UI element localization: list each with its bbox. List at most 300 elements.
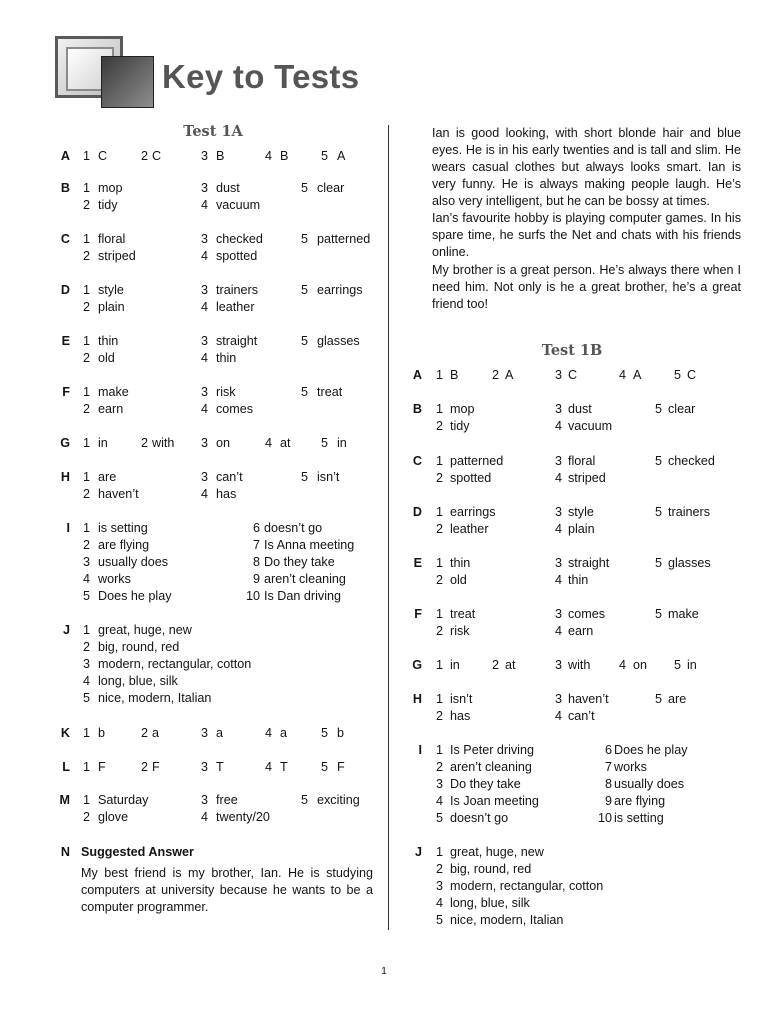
column-divider — [388, 125, 389, 930]
item-answer: comes — [568, 607, 606, 621]
item-number: 4 — [618, 658, 626, 672]
section-1a-i — [58, 520, 378, 605]
item-number: 2 — [82, 198, 90, 212]
section-1b-j — [410, 844, 750, 929]
item-number: 2 — [491, 658, 499, 672]
item-number: 3 — [200, 470, 208, 484]
item-answer: dust — [216, 181, 240, 195]
item-answer: mop — [450, 402, 475, 416]
item-answer: a — [216, 726, 224, 740]
item-answer: straight — [568, 556, 610, 570]
item-number: 1 — [435, 556, 443, 570]
item-answer: tidy — [450, 419, 470, 433]
section-1a-b — [58, 180, 378, 214]
item-answer: earrings — [450, 505, 496, 519]
item-answer: make — [668, 607, 699, 621]
item-answer: C — [98, 149, 108, 163]
item-answer: doesn’t go — [450, 811, 509, 825]
item-answer: usually does — [614, 777, 685, 791]
answer-paragraph-3: Ian’s favourite hobby is playing computer games. In his spare time, he surfs the Net and chats with his friends online. — [432, 211, 741, 259]
item-number: 2 — [140, 436, 148, 450]
section-letter: E — [413, 556, 422, 570]
item-number: 3 — [200, 149, 208, 163]
section-1a-f — [58, 384, 378, 418]
item-answer: Is Joan meeting — [450, 794, 539, 808]
item-number: 3 — [200, 726, 208, 740]
item-answer: striped — [98, 249, 136, 263]
item-answer: leather — [216, 300, 255, 314]
item-answer: comes — [216, 402, 254, 416]
item-number: 6 — [604, 743, 612, 757]
item-answer: exciting — [317, 793, 360, 807]
item-number: 5 — [300, 793, 308, 807]
item-number: 1 — [82, 521, 90, 535]
section-letter: H — [60, 470, 70, 484]
answer-paragraph-2: Ian is good looking, with short blonde hair and blue eyes. He is in his early twenties and is tall and slim. He wears casual clothes but always looks smart. Ian is very funny. He is always making people laugh. He’s also very intelligent, but he can be bossy at times. — [432, 126, 741, 208]
item-number: 3 — [554, 692, 562, 706]
item-answer: big, round, red — [450, 862, 532, 876]
item-answer: are — [668, 692, 687, 706]
item-answer: twenty/20 — [216, 810, 270, 824]
item-number: 4 — [200, 810, 208, 824]
section-letter: A — [412, 368, 422, 382]
section-1b-d — [410, 504, 750, 538]
item-answer: treat — [317, 385, 343, 399]
item-answer: doesn’t go — [264, 521, 323, 535]
item-number: 2 — [140, 760, 148, 774]
item-answer: aren’t cleaning — [450, 760, 532, 774]
section-letter: M — [59, 793, 70, 807]
item-number: 9 — [252, 572, 260, 586]
item-number: 1 — [82, 283, 90, 297]
item-answer: thin — [450, 556, 471, 570]
item-answer: can’t — [568, 709, 595, 723]
item-answer: at — [280, 436, 291, 450]
item-answer: old — [98, 351, 115, 365]
item-number: 1 — [435, 658, 443, 672]
section-1a-d — [58, 282, 378, 316]
item-number: 4 — [200, 487, 208, 501]
item-number: 2 — [82, 538, 90, 552]
section-letter: F — [414, 607, 422, 621]
item-number: 1 — [82, 149, 90, 163]
item-answer: F — [152, 760, 160, 774]
item-answer: long, blue, silk — [450, 896, 530, 910]
item-answer: works — [614, 760, 647, 774]
section-letter: G — [60, 436, 70, 450]
item-answer: floral — [568, 454, 596, 468]
section-1a-g — [58, 435, 378, 452]
item-number: 4 — [200, 198, 208, 212]
item-number: 9 — [604, 794, 612, 808]
item-answer: Does he play — [98, 589, 172, 603]
item-answer: in — [687, 658, 697, 672]
item-number: 2 — [140, 726, 148, 740]
item-number: 4 — [264, 760, 272, 774]
section-letter: D — [60, 283, 70, 297]
item-answer: dust — [568, 402, 592, 416]
item-number: 3 — [200, 436, 208, 450]
section-letter: C — [412, 454, 422, 468]
item-number: 8 — [252, 555, 260, 569]
item-answer: spotted — [216, 249, 258, 263]
item-answer: B — [216, 149, 225, 163]
item-number: 7 — [252, 538, 260, 552]
item-number: 2 — [435, 471, 443, 485]
section-letter: D — [412, 505, 422, 519]
item-number: 3 — [554, 454, 562, 468]
item-number: 4 — [200, 249, 208, 263]
item-number: 5 — [300, 470, 308, 484]
item-answer: checked — [668, 454, 715, 468]
item-number: 2 — [82, 487, 90, 501]
item-answer: Saturday — [98, 793, 149, 807]
section-letter: A — [60, 149, 70, 163]
section-letter: J — [414, 845, 422, 859]
item-number: 1 — [82, 232, 90, 246]
item-answer: aren’t cleaning — [264, 572, 346, 586]
item-number: 4 — [554, 709, 562, 723]
item-number: 3 — [554, 658, 562, 672]
item-number: 1 — [435, 845, 443, 859]
item-answer: A — [337, 149, 346, 163]
item-answer: nice, modern, Italian — [98, 691, 212, 705]
item-number: 2 — [140, 149, 148, 163]
section-letter: G — [412, 658, 422, 672]
item-number: 1 — [435, 505, 443, 519]
item-answer: isn’t — [450, 692, 473, 706]
section-1b-e — [410, 555, 750, 589]
section-letter: K — [60, 726, 70, 740]
item-answer: A — [505, 368, 514, 382]
item-number: 4 — [435, 794, 443, 808]
test-1b-heading: Test 1B — [541, 342, 603, 359]
item-number: 3 — [200, 232, 208, 246]
item-number: 5 — [654, 454, 662, 468]
item-number: 2 — [82, 249, 90, 263]
section-1b-a — [410, 367, 750, 384]
item-number: 3 — [435, 879, 443, 893]
item-answer: on — [633, 658, 648, 672]
item-answer: usually does — [98, 555, 169, 569]
section-letter: B — [60, 181, 70, 195]
item-number: 2 — [82, 351, 90, 365]
section-letter: H — [412, 692, 422, 706]
item-answer: are — [98, 470, 117, 484]
item-answer: b — [337, 726, 345, 740]
item-answer: striped — [568, 471, 606, 485]
item-number: 4 — [554, 419, 562, 433]
item-answer: vacuum — [568, 419, 613, 433]
item-number: 2 — [82, 300, 90, 314]
item-answer: are flying — [98, 538, 150, 552]
item-answer: plain — [98, 300, 125, 314]
item-answer: style — [568, 505, 594, 519]
item-number: 2 — [435, 624, 443, 638]
item-answer: Is Peter driving — [450, 743, 534, 757]
item-number: 1 — [435, 454, 443, 468]
section-letter: N — [60, 845, 70, 859]
item-answer: make — [98, 385, 129, 399]
item-answer: B — [450, 368, 459, 382]
item-number: 1 — [82, 181, 90, 195]
item-number: 5 — [654, 607, 662, 621]
item-answer: Do they take — [264, 555, 335, 569]
page-number: 1 — [381, 966, 387, 977]
section-letter: F — [62, 385, 70, 399]
answer-paragraph-4: My brother is a great person. He’s always there when I need him. Not only is he a great brother, he’s a great friend too! — [432, 263, 741, 311]
item-answer: are flying — [614, 794, 666, 808]
answer-paragraph-1: My best friend is my brother, Ian. He is studying computers at university because he wants to be a computer programmer. — [81, 866, 373, 914]
item-answer: free — [216, 793, 238, 807]
item-number: 1 — [435, 368, 443, 382]
section-1b-c — [410, 453, 750, 487]
item-number: 10 — [597, 811, 612, 825]
item-answer: C — [568, 368, 578, 382]
item-answer: big, round, red — [98, 640, 180, 654]
item-answer: treat — [450, 607, 476, 621]
item-answer: a — [152, 726, 160, 740]
item-number: 4 — [82, 572, 90, 586]
item-number: 1 — [82, 726, 90, 740]
item-answer: spotted — [450, 471, 492, 485]
item-number: 6 — [252, 521, 260, 535]
item-number: 2 — [82, 810, 90, 824]
section-1b-f — [410, 606, 750, 640]
section-1b-i — [410, 742, 750, 827]
item-number: 7 — [604, 760, 612, 774]
section-letter: J — [62, 623, 70, 637]
item-number: 1 — [82, 623, 90, 637]
item-answer: T — [216, 760, 224, 774]
item-number: 5 — [300, 232, 308, 246]
item-number: 3 — [554, 402, 562, 416]
item-number: 3 — [554, 505, 562, 519]
item-answer: leather — [450, 522, 489, 536]
item-number: 10 — [245, 589, 260, 603]
item-number: 2 — [435, 760, 443, 774]
item-number: 5 — [435, 811, 443, 825]
item-answer: old — [450, 573, 467, 587]
item-answer: straight — [216, 334, 258, 348]
item-answer: clear — [668, 402, 696, 416]
item-number: 3 — [554, 607, 562, 621]
item-answer: in — [337, 436, 347, 450]
item-number: 2 — [435, 419, 443, 433]
item-answer: on — [216, 436, 231, 450]
item-number: 2 — [491, 368, 499, 382]
item-answer: trainers — [668, 505, 710, 519]
section-1a-e — [58, 333, 378, 367]
item-answer: with — [568, 658, 591, 672]
section-letter: C — [60, 232, 70, 246]
item-answer: tidy — [98, 198, 118, 212]
item-number: 3 — [200, 793, 208, 807]
item-answer: Is Dan driving — [264, 589, 341, 603]
item-answer: checked — [216, 232, 263, 246]
item-number: 5 — [300, 385, 308, 399]
item-answer: modern, rectangular, cotton — [450, 879, 604, 893]
item-answer: great, huge, new — [450, 845, 544, 859]
item-number: 4 — [264, 436, 272, 450]
section-letter: I — [66, 521, 70, 535]
item-answer: has — [216, 487, 237, 501]
section-1a-l — [58, 759, 378, 776]
item-number: 5 — [654, 556, 662, 570]
item-number: 4 — [554, 471, 562, 485]
item-answer: mop — [98, 181, 123, 195]
item-number: 3 — [82, 657, 90, 671]
item-number: 5 — [320, 726, 328, 740]
item-answer: patterned — [450, 454, 504, 468]
item-answer: F — [337, 760, 345, 774]
suggested-answer-heading: Suggested Answer — [81, 845, 194, 859]
item-number: 4 — [200, 402, 208, 416]
item-answer: earn — [568, 624, 594, 638]
section-1a-c — [58, 231, 378, 265]
item-answer: style — [98, 283, 124, 297]
item-number: 4 — [200, 300, 208, 314]
item-number: 3 — [200, 760, 208, 774]
item-number: 1 — [82, 436, 90, 450]
item-answer: Do they take — [450, 777, 521, 791]
item-number: 2 — [82, 402, 90, 416]
item-answer: thin — [568, 573, 589, 587]
item-answer: B — [280, 149, 289, 163]
item-number: 1 — [435, 607, 443, 621]
item-answer: C — [152, 149, 162, 163]
item-answer: patterned — [317, 232, 371, 246]
item-answer: clear — [317, 181, 345, 195]
item-answer: modern, rectangular, cotton — [98, 657, 252, 671]
item-number: 5 — [82, 589, 90, 603]
item-answer: risk — [450, 624, 470, 638]
item-number: 5 — [673, 658, 681, 672]
item-number: 2 — [82, 640, 90, 654]
item-answer: glove — [98, 810, 129, 824]
item-answer: at — [505, 658, 516, 672]
item-answer: floral — [98, 232, 126, 246]
section-1b-b — [410, 401, 750, 435]
item-number: 3 — [554, 556, 562, 570]
item-answer: glasses — [668, 556, 711, 570]
item-answer: in — [450, 658, 460, 672]
item-number: 4 — [264, 726, 272, 740]
item-number: 4 — [200, 351, 208, 365]
test-1a-heading: Test 1A — [183, 123, 243, 140]
item-number: 2 — [435, 573, 443, 587]
item-answer: b — [98, 726, 106, 740]
section-letter: I — [418, 743, 422, 757]
item-number: 5 — [673, 368, 681, 382]
item-answer: isn’t — [317, 470, 340, 484]
section-1b-g — [410, 657, 750, 674]
item-answer: earn — [98, 402, 124, 416]
item-answer: Does he play — [614, 743, 688, 757]
item-number: 5 — [320, 760, 328, 774]
item-answer: great, huge, new — [98, 623, 192, 637]
section-1a-m — [58, 792, 378, 826]
item-number: 5 — [435, 913, 443, 927]
item-answer: is setting — [614, 811, 664, 825]
item-number: 4 — [554, 522, 562, 536]
item-answer: haven’t — [98, 487, 139, 501]
item-number: 4 — [264, 149, 272, 163]
item-answer: nice, modern, Italian — [450, 913, 564, 927]
item-number: 5 — [300, 181, 308, 195]
item-number: 5 — [654, 402, 662, 416]
item-answer: works — [98, 572, 131, 586]
item-number: 5 — [300, 283, 308, 297]
item-number: 4 — [554, 573, 562, 587]
item-number: 1 — [435, 743, 443, 757]
item-answer: has — [450, 709, 471, 723]
item-number: 1 — [82, 385, 90, 399]
header-logo — [55, 36, 152, 106]
item-number: 2 — [435, 862, 443, 876]
item-answer: long, blue, silk — [98, 674, 178, 688]
item-number: 4 — [82, 674, 90, 688]
item-number: 1 — [82, 470, 90, 484]
section-1a-a — [58, 148, 378, 165]
item-answer: glasses — [317, 334, 360, 348]
item-answer: C — [687, 368, 697, 382]
section-letter: B — [412, 402, 422, 416]
item-answer: thin — [98, 334, 119, 348]
item-answer: T — [280, 760, 288, 774]
item-number: 3 — [200, 181, 208, 195]
item-number: 2 — [435, 709, 443, 723]
item-number: 1 — [82, 793, 90, 807]
item-number: 5 — [320, 436, 328, 450]
item-answer: thin — [216, 351, 237, 365]
item-number: 3 — [554, 368, 562, 382]
item-answer: risk — [216, 385, 236, 399]
item-number: 1 — [435, 692, 443, 706]
section-letter: E — [61, 334, 70, 348]
item-number: 3 — [435, 777, 443, 791]
item-answer: vacuum — [216, 198, 261, 212]
item-number: 3 — [200, 385, 208, 399]
item-number: 3 — [200, 334, 208, 348]
item-answer: a — [280, 726, 288, 740]
item-number: 5 — [300, 334, 308, 348]
item-number: 8 — [604, 777, 612, 791]
item-answer: Is Anna meeting — [264, 538, 355, 552]
item-answer: is setting — [98, 521, 148, 535]
section-1a-h — [58, 469, 378, 503]
section-1a-k — [58, 725, 378, 742]
logo-front-square — [101, 56, 154, 108]
item-number: 5 — [320, 149, 328, 163]
item-answer: can’t — [216, 470, 243, 484]
item-number: 3 — [200, 283, 208, 297]
item-number: 1 — [82, 760, 90, 774]
item-answer: plain — [568, 522, 595, 536]
item-number: 1 — [435, 402, 443, 416]
item-answer: F — [98, 760, 106, 774]
item-number: 5 — [654, 505, 662, 519]
page-title: Key to Tests — [162, 58, 360, 95]
item-number: 2 — [435, 522, 443, 536]
item-number: 1 — [82, 334, 90, 348]
item-answer: in — [98, 436, 108, 450]
item-number: 4 — [618, 368, 626, 382]
item-number: 5 — [82, 691, 90, 705]
item-answer: with — [152, 436, 175, 450]
item-answer: A — [633, 368, 642, 382]
section-letter: L — [62, 760, 70, 774]
